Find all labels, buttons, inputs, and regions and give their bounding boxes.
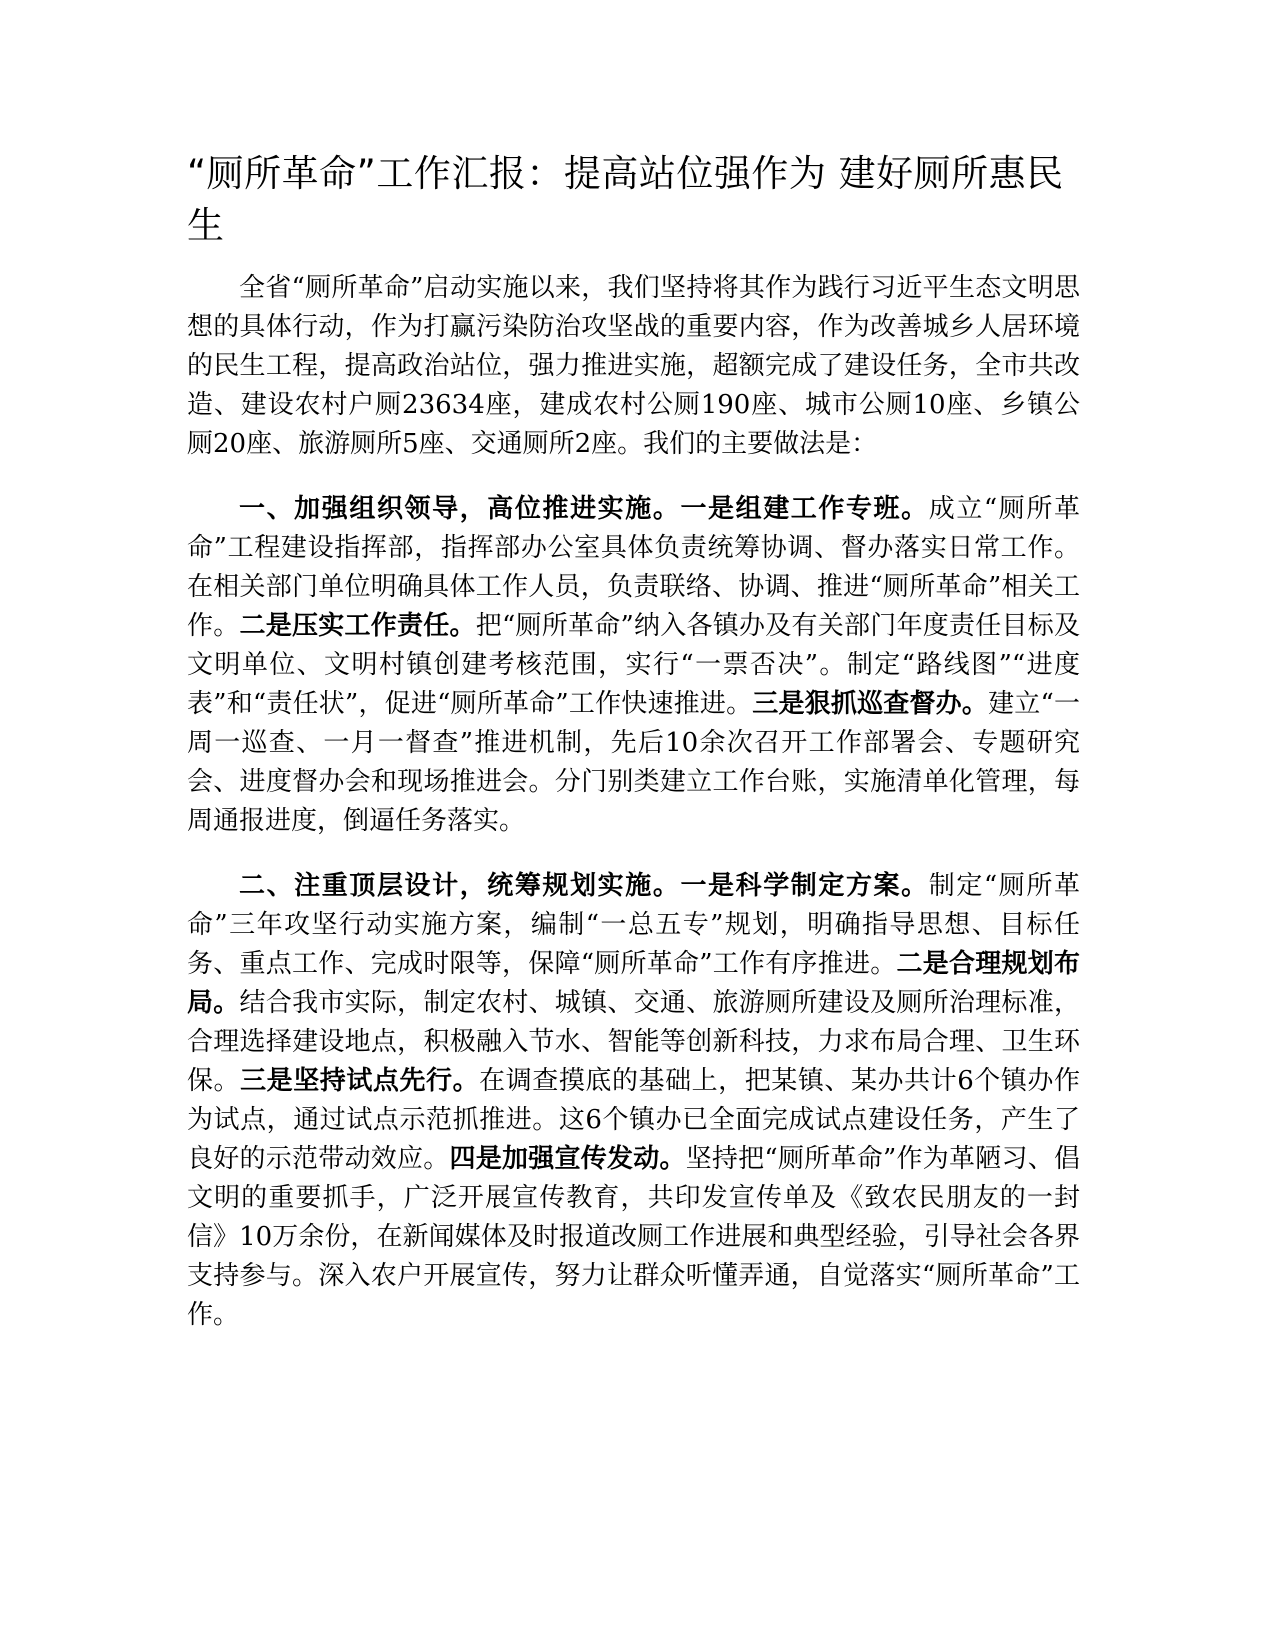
section-2-point-1-text: 制定“厕所革命”三年攻坚行动实施方案，编制“一总五专”规划，明确指导思想、目标任务、重点工作、完成时限等，保障“厕所革命”工作有序推进。: [187, 871, 1080, 979]
section-2-point-2-text: 结合我市实际，制定农村、城镇、交通、旅游厕所建设及厕所治理标准，合理选择建设地点，积极融入节水、智能等创新科技，力求布局合理、卫生环保。: [187, 988, 1080, 1096]
section-2-point-4-text: 坚持把“厕所革命”作为革陋习、倡文明的重要抓手，广泛开展宣传教育，共印发宣传单及《致农民朋友的一封信》10万余份，在新闻媒体及时报道改厕工作进展和典型经验，引导社会各界支持参与。深入农户开展宣传，努力让群众听懂弄通，自觉落实“厕所革命”工作。: [187, 1144, 1080, 1330]
section-2-point-3-heading: 三是坚持试点先行。: [240, 1066, 480, 1096]
section-2-point-3-text: 在调查摸底的基础上，把某镇、某办共计6个镇办作为试点，通过试点示范抓推进。这6个镇办已全面完成试点建设任务，产生了良好的示范带动效应。: [187, 1066, 1080, 1174]
section-2-point-4-heading: 四是加强宣传发动。: [449, 1144, 686, 1174]
section-1-point-3-heading: 三是狠抓巡查督办。: [752, 689, 989, 719]
section-1-point-2-heading: 二是压实工作责任。: [239, 611, 476, 641]
document-body: [187, 148, 1080, 1361]
section-2-paragraph: [187, 867, 1080, 1335]
section-1-point-3-text: 建立“一周一巡查、一月一督查”推进机制，先后10余次召开工作部署会、专题研究会、进度督办会和现场推进会。分门别类建立工作台账，实施清单化管理，每周通报进度，倒逼任务落实。: [187, 689, 1080, 836]
section-1-paragraph: [187, 490, 1080, 841]
document-title: “厕所革命”工作汇报：提高站位强作为 建好厕所惠民生: [187, 152, 1064, 247]
section-1-point-2-text: 把“厕所革命”纳入各镇办及有关部门年度责任目标及文明单位、文明村镇创建考核范围，实行“一票否决”。制定“路线图”“进度表”和“责任状”，促进“厕所革命”工作快速推进。: [187, 611, 1080, 719]
section-2-point-1-heading: 一是科学制定方案。: [680, 871, 929, 901]
section-1-point-1-heading: 一是组建工作专班。: [680, 494, 929, 524]
section-2-heading: 二、注重顶层设计，统筹规划实施。: [239, 871, 681, 901]
section-2-point-2-heading: 二是合理规划布局。: [187, 949, 1080, 1018]
intro-paragraph: 全省“厕所革命”启动实施以来，我们坚持将其作为践行习近平生态文明思想的具体行动，作为打赢污染防治攻坚战的重要内容，作为改善城乡人居环境的民生工程，提高政治站位，强力推进实施，超额完成了建设任务，全市共改造、建设农村户厕23634座，建成农村公厕190座、城市公厕10座、乡镇公厕20座、旅游厕所5座、交通厕所2座。我们的主要做法是：: [187, 273, 1080, 459]
section-1-heading: 一、加强组织领导，高位推进实施。: [239, 494, 681, 524]
section-1-point-1-text: 成立“厕所革命”工程建设指挥部，指挥部办公室具体负责统筹协调、督办落实日常工作。在相关部门单位明确具体工作人员，负责联络、协调、推进“厕所革命”相关工作。: [187, 494, 1080, 641]
